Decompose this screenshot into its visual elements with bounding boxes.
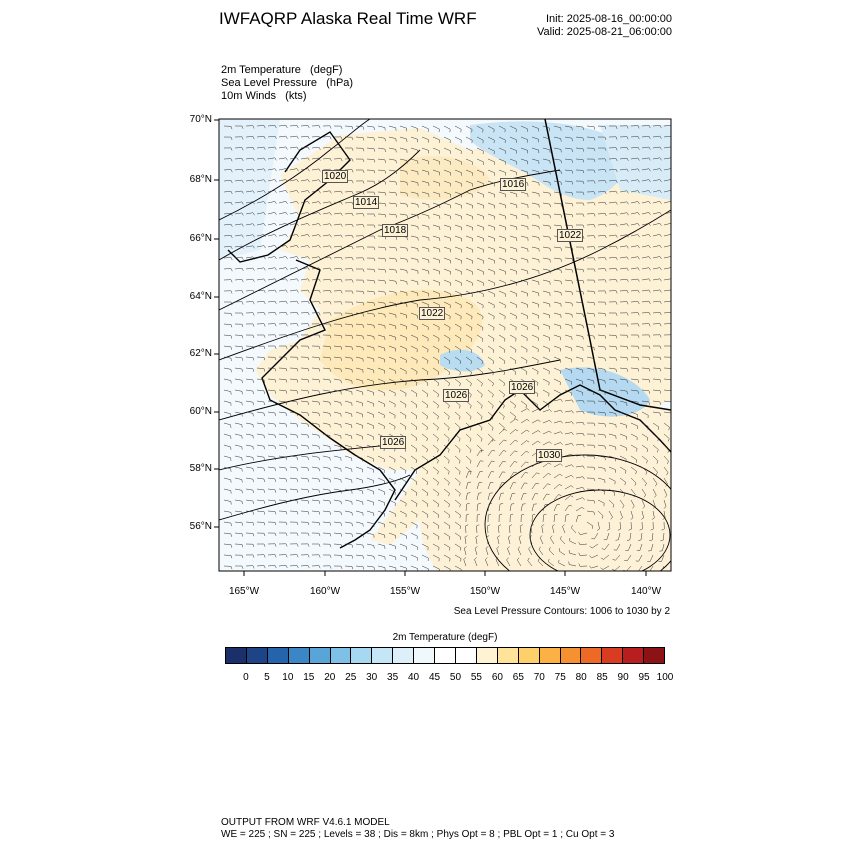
colorbar-swatch <box>561 648 582 663</box>
colorbar-tick-label: 85 <box>596 672 608 683</box>
colorbar-tick-label: 75 <box>554 672 566 683</box>
lat-label: 66°N <box>189 233 212 244</box>
colorbar-tick-label: 60 <box>491 672 503 683</box>
contour-label: 1030 <box>538 450 561 461</box>
field-pressure: Sea Level Pressure (hPa) <box>221 77 354 89</box>
contour-label: 1022 <box>421 308 444 319</box>
lat-label: 60°N <box>189 406 212 417</box>
colorbar-swatch <box>602 648 623 663</box>
colorbar-swatch <box>477 648 498 663</box>
lon-label: 165°W <box>228 586 260 597</box>
lat-label: 58°N <box>189 463 212 474</box>
colorbar-tick-label: 20 <box>324 672 336 683</box>
colorbar-tick-label: 10 <box>282 672 294 683</box>
colorbar-swatch <box>268 648 289 663</box>
contour-label: 1026 <box>382 437 405 448</box>
chart-title: IWFAQRP Alaska Real Time WRF <box>219 9 477 28</box>
colorbar-tick-label: 45 <box>428 672 441 683</box>
lon-label: 150°W <box>469 586 501 597</box>
colorbar-tick-label: 65 <box>512 672 524 683</box>
lat-label: 56°N <box>189 521 212 532</box>
colorbar-swatch <box>247 648 268 663</box>
colorbar-swatch <box>540 648 561 663</box>
colorbar-title: 2m Temperature (degF) <box>392 632 498 643</box>
lon-label: 160°W <box>309 586 341 597</box>
lon-ticks <box>244 571 646 576</box>
colorbar-tick-label: 80 <box>575 672 587 683</box>
colorbar-tick-label: 15 <box>303 672 315 683</box>
colorbar-tick-label: 50 <box>449 672 462 683</box>
contour-label: 1014 <box>355 197 378 208</box>
colorbar-swatch <box>644 648 664 663</box>
contour-label: 1016 <box>502 179 525 190</box>
colorbar-tick-label: 35 <box>387 672 399 683</box>
colorbar-tick-label: 0 <box>243 672 249 683</box>
colorbar-tick-label: 40 <box>408 672 420 683</box>
footer-line-1: OUTPUT FROM WRF V4.6.1 MODEL <box>221 817 390 828</box>
colorbar-tick-label: 90 <box>617 672 629 683</box>
colorbar-tick-label: 25 <box>345 672 357 683</box>
contour-label: 1022 <box>559 230 582 241</box>
colorbar-tick-label: 30 <box>366 672 378 683</box>
colorbar-tick-label: 55 <box>470 672 482 683</box>
colorbar-swatch <box>226 648 247 663</box>
colorbar-tick-label: 5 <box>264 672 270 683</box>
lat-label: 68°N <box>189 174 212 185</box>
contour-note: Sea Level Pressure Contours: 1006 to 1030 by 2 <box>453 606 670 617</box>
contour-label: 1026 <box>511 382 534 393</box>
contour-label: 1026 <box>445 390 468 401</box>
colorbar-swatch <box>623 648 644 663</box>
lat-label: 70°N <box>189 114 212 125</box>
lon-label: 155°W <box>389 586 421 597</box>
footer-line-2: WE = 225 ; SN = 225 ; Levels = 38 ; Dis = 8km ; Phys Opt = 8 ; PBL Opt = 1 ; Cu Opt = 3 <box>221 829 615 840</box>
colorbar-swatch <box>498 648 519 663</box>
colorbar-swatch <box>519 648 540 663</box>
colorbar-swatch <box>310 648 331 663</box>
colorbar-swatch <box>351 648 372 663</box>
colorbar-swatch <box>414 648 435 663</box>
colorbar-swatch <box>372 648 393 663</box>
field-temperature: 2m Temperature (degF) <box>221 64 343 76</box>
valid-time: Valid: 2025-08-21_06:00:00 <box>537 26 672 38</box>
lon-label: 145°W <box>549 586 581 597</box>
colorbar-tick-label: 95 <box>638 672 650 683</box>
map-fill <box>219 119 780 640</box>
lat-label: 64°N <box>189 291 212 302</box>
init-time: Init: 2025-08-16_00:00:00 <box>546 13 672 25</box>
lat-label: 62°N <box>189 348 212 359</box>
colorbar-swatch <box>289 648 310 663</box>
colorbar-swatch <box>581 648 602 663</box>
field-winds: 10m Winds (kts) <box>221 90 307 102</box>
colorbar-ticks <box>225 672 674 686</box>
contour-label: 1018 <box>384 225 407 236</box>
colorbar-swatch <box>456 648 477 663</box>
lon-label: 140°W <box>630 586 662 597</box>
lat-ticks <box>214 120 219 527</box>
colorbar-tick-label: 100 <box>656 672 674 683</box>
colorbar <box>225 647 665 664</box>
contour-label: 1020 <box>324 171 347 182</box>
colorbar-swatch <box>435 648 456 663</box>
colorbar-tick-label: 70 <box>533 672 545 683</box>
colorbar-swatch <box>393 648 414 663</box>
colorbar-swatch <box>331 648 352 663</box>
model-footer <box>221 817 614 841</box>
